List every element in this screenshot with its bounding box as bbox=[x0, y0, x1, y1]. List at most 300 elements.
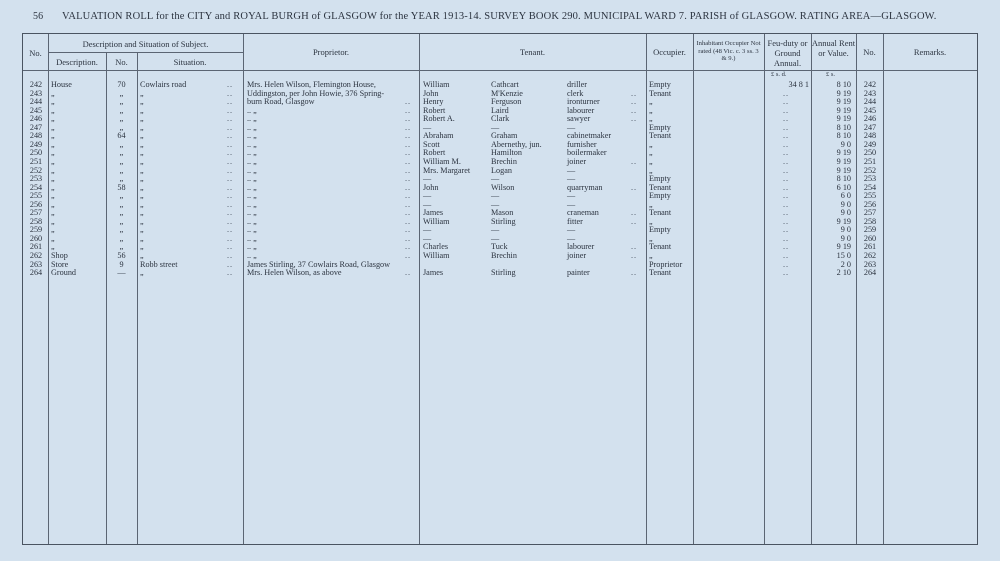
cell-occupier: Empty bbox=[649, 80, 671, 89]
cell-proprietor-dots: .. bbox=[405, 268, 412, 278]
cell-tenant-dots: .. bbox=[631, 208, 638, 218]
cell-tenant-surname: Wilson bbox=[491, 182, 515, 192]
cell-feu-dots: .. bbox=[783, 182, 790, 192]
cell-tenant-occupation: sawyer bbox=[567, 114, 591, 124]
cell-situation: „ bbox=[140, 88, 144, 98]
cell-no-right: 248 bbox=[863, 131, 877, 141]
cell-situation-dots: .. bbox=[227, 216, 234, 226]
cell-no: 255 bbox=[29, 191, 43, 201]
cell-occupier: „ bbox=[649, 97, 653, 107]
cell-no-right: 255 bbox=[863, 191, 877, 201]
cell-annual-rent: 6 0 bbox=[840, 191, 851, 201]
cell-proprietor-dots: .. bbox=[405, 148, 412, 158]
cell-number: „ bbox=[119, 208, 124, 218]
cell-proprietor: .. „ bbox=[247, 182, 257, 192]
cell-proprietor: .. „ bbox=[247, 233, 257, 243]
cell-situation: „ bbox=[140, 208, 144, 218]
cell-tenant-dots: .. bbox=[631, 268, 638, 278]
cell-no-right: 257 bbox=[863, 208, 877, 218]
cell-feu-duty: 34 8 1 bbox=[788, 80, 809, 89]
cell-situation-dots: .. bbox=[227, 88, 234, 98]
cell-no: 245 bbox=[29, 105, 43, 115]
cell-number: „ bbox=[119, 174, 124, 184]
cell-annual-rent: 9 19 bbox=[836, 156, 851, 166]
cell-situation: „ bbox=[140, 191, 144, 201]
cell-description: „ bbox=[51, 114, 55, 124]
cell-description: „ bbox=[51, 156, 55, 166]
cell-proprietor-dots: .. bbox=[405, 105, 412, 115]
cell-proprietor-dots: .. bbox=[405, 208, 412, 218]
cell-proprietor: .. „ bbox=[247, 225, 257, 235]
cell-proprietor-dots: .. bbox=[405, 165, 412, 175]
cell-description: Ground bbox=[51, 268, 77, 278]
cell-feu-dots: .. bbox=[783, 191, 790, 201]
cell-feu-dots: .. bbox=[783, 199, 790, 209]
cell-description: „ bbox=[51, 88, 55, 98]
cell-tenant-surname: Logan bbox=[491, 165, 512, 175]
cell-tenant-occupation: — bbox=[567, 122, 576, 132]
cell-feu-dots: .. bbox=[783, 259, 790, 269]
cell-situation-dots: .. bbox=[227, 199, 234, 209]
cell-tenant-occupation: joiner bbox=[567, 156, 587, 166]
cell-no-right: 253 bbox=[863, 174, 877, 184]
cell-occupier: Tenant bbox=[649, 88, 672, 98]
cell-tenant-occupation: joiner bbox=[567, 251, 587, 260]
cell-feu-dots: .. bbox=[783, 122, 790, 132]
cell-number: „ bbox=[119, 122, 124, 132]
cell-no: 250 bbox=[29, 148, 43, 158]
cell-situation-dots: .. bbox=[227, 251, 234, 260]
cell-description: „ bbox=[51, 97, 55, 107]
cell-number: 9 bbox=[119, 259, 124, 269]
cell-no: 264 bbox=[29, 268, 43, 278]
cell-tenant-surname: Cathcart bbox=[491, 80, 519, 89]
cell-description: „ bbox=[51, 233, 55, 243]
cell-tenant-surname: Ferguson bbox=[491, 97, 522, 107]
cell-description: „ bbox=[51, 242, 55, 252]
cell-tenant-first: Robert bbox=[423, 105, 446, 115]
cell-number: „ bbox=[119, 139, 124, 149]
cell-no: 253 bbox=[29, 174, 43, 184]
cell-description: Store bbox=[51, 259, 69, 269]
cell-number: „ bbox=[119, 233, 124, 243]
cell-situation: „ bbox=[140, 148, 144, 158]
cell-number: „ bbox=[119, 105, 124, 115]
cell-no: 244 bbox=[29, 97, 43, 107]
cell-feu-dots: .. bbox=[783, 139, 790, 149]
cell-number: „ bbox=[119, 97, 124, 107]
cell-description: „ bbox=[51, 216, 55, 226]
cell-feu-dots: .. bbox=[783, 251, 790, 260]
cell-tenant-first: Scott bbox=[423, 139, 440, 149]
cell-tenant-occupation: labourer bbox=[567, 242, 595, 252]
cell-occupier: Empty bbox=[649, 225, 671, 235]
header-proprietor: Proprietor. bbox=[312, 47, 350, 57]
cell-number: „ bbox=[119, 165, 124, 175]
cell-feu-dots: .. bbox=[783, 174, 790, 184]
cell-occupier: Tenant bbox=[649, 131, 672, 141]
cell-description: Shop bbox=[51, 251, 68, 260]
cell-tenant-occupation: — bbox=[567, 199, 576, 209]
cell-feu-dots: .. bbox=[783, 105, 790, 115]
cell-situation: „ bbox=[140, 268, 144, 278]
table-row bbox=[23, 268, 977, 277]
cell-description: „ bbox=[51, 148, 55, 158]
cell-no: 251 bbox=[29, 156, 43, 166]
header-description: Description. bbox=[56, 57, 98, 67]
cell-annual-rent: 8 10 bbox=[836, 174, 851, 184]
page-number: 56 bbox=[33, 11, 44, 22]
cell-tenant-surname: Brechin bbox=[491, 156, 517, 166]
cell-proprietor-dots: .. bbox=[405, 216, 412, 226]
cell-proprietor-dots: .. bbox=[405, 131, 412, 141]
cell-no: 262 bbox=[29, 251, 43, 260]
cell-tenant-surname: Stirling bbox=[491, 268, 516, 278]
cell-description: „ bbox=[51, 122, 55, 132]
cell-proprietor: Mrs. Helen Wilson, as above bbox=[247, 268, 342, 278]
cell-description: „ bbox=[51, 131, 55, 141]
cell-proprietor: .. „ bbox=[247, 242, 257, 252]
cell-tenant-surname: Laird bbox=[491, 105, 509, 115]
cell-tenant-first: Abraham bbox=[423, 131, 454, 141]
cell-no: 242 bbox=[29, 80, 43, 89]
cell-no-right: 244 bbox=[863, 97, 877, 107]
cell-tenant-surname: — bbox=[491, 191, 500, 201]
cell-situation: „ bbox=[140, 216, 144, 226]
cell-description: „ bbox=[51, 208, 55, 218]
cell-occupier: „ bbox=[649, 199, 653, 209]
cell-feu-dots: .. bbox=[783, 233, 790, 243]
header-tenant: Tenant. bbox=[519, 47, 546, 57]
cell-tenant-dots: .. bbox=[631, 105, 638, 115]
cell-tenant-first: William bbox=[423, 216, 450, 226]
header-situation: Situation. bbox=[173, 57, 207, 67]
cell-annual-rent: 9 19 bbox=[836, 165, 851, 175]
cell-no-right: 260 bbox=[863, 233, 877, 243]
cell-occupier: „ bbox=[649, 165, 653, 175]
cell-no-right: 242 bbox=[863, 80, 877, 89]
cell-no-right: 246 bbox=[863, 114, 877, 124]
cell-number: 64 bbox=[117, 131, 126, 141]
cell-no: 257 bbox=[29, 208, 43, 218]
cell-situation: „ bbox=[140, 182, 144, 192]
cell-feu-dots: .. bbox=[783, 131, 790, 141]
cell-tenant-dots: .. bbox=[631, 156, 638, 166]
cell-number: — bbox=[117, 268, 126, 278]
cell-proprietor-dots: .. bbox=[405, 139, 412, 149]
cell-occupier: „ bbox=[649, 216, 653, 226]
cell-annual-rent: 15 0 bbox=[836, 251, 851, 260]
cell-tenant-surname: Clark bbox=[491, 114, 510, 124]
cell-occupier: Tenant bbox=[649, 242, 672, 252]
cell-situation-dots: .. bbox=[227, 156, 234, 166]
cell-proprietor: Mrs. Helen Wilson, Flemington House, bbox=[247, 80, 376, 89]
cell-proprietor-dots: .. bbox=[405, 191, 412, 201]
cell-no: 260 bbox=[29, 233, 43, 243]
cell-no-right: 243 bbox=[863, 88, 877, 98]
cell-description: House bbox=[51, 80, 72, 89]
header-no-right: No. bbox=[863, 47, 876, 57]
cell-description: „ bbox=[51, 139, 55, 149]
cell-annual-rent: 9 19 bbox=[836, 88, 851, 98]
cell-situation-dots: .. bbox=[227, 174, 234, 184]
cell-proprietor: .. „ bbox=[247, 251, 257, 260]
cell-tenant-surname: Mason bbox=[491, 208, 514, 218]
cell-description: „ bbox=[51, 199, 55, 209]
cell-tenant-occupation: cabinetmaker bbox=[567, 131, 612, 141]
cell-situation: Cowlairs road bbox=[140, 80, 187, 89]
cell-tenant-occupation: — bbox=[567, 191, 576, 201]
cell-tenant-occupation: quarryman bbox=[567, 182, 603, 192]
cell-annual-rent: 8 10 bbox=[836, 122, 851, 132]
cell-annual-rent: 9 0 bbox=[840, 233, 851, 243]
cell-number: „ bbox=[119, 225, 124, 235]
cell-annual-rent: 9 19 bbox=[836, 114, 851, 124]
cell-situation: „ bbox=[140, 174, 144, 184]
cell-tenant-occupation: fitter bbox=[567, 216, 583, 226]
cell-proprietor: .. „ bbox=[247, 131, 257, 141]
cell-proprietor-dots: .. bbox=[405, 233, 412, 243]
cell-tenant-first: William bbox=[423, 251, 450, 260]
cell-tenant-surname: Hamilton bbox=[491, 148, 522, 158]
cell-situation-dots: .. bbox=[227, 80, 234, 89]
cell-no-right: 250 bbox=[863, 148, 877, 158]
cell-tenant-first: — bbox=[423, 174, 432, 184]
cell-feu-dots: .. bbox=[783, 225, 790, 235]
feu-money-units: £ s. d. bbox=[771, 71, 787, 78]
cell-description: „ bbox=[51, 165, 55, 175]
cell-annual-rent: 9 0 bbox=[840, 199, 851, 209]
cell-no: 259 bbox=[29, 225, 43, 235]
cell-occupier: „ bbox=[649, 148, 653, 158]
cell-tenant-surname: — bbox=[491, 225, 500, 235]
cell-no-right: 259 bbox=[863, 225, 877, 235]
cell-tenant-surname: Brechin bbox=[491, 251, 517, 260]
cell-tenant-occupation: labourer bbox=[567, 105, 595, 115]
cell-no-right: 258 bbox=[863, 216, 877, 226]
cell-number: „ bbox=[119, 191, 124, 201]
cell-proprietor: .. „ bbox=[247, 156, 257, 166]
cell-annual-rent: 9 19 bbox=[836, 148, 851, 158]
cell-annual-rent: 6 10 bbox=[836, 182, 851, 192]
cell-occupier: „ bbox=[649, 251, 653, 260]
cell-situation-dots: .. bbox=[227, 97, 234, 107]
cell-no: 258 bbox=[29, 216, 43, 226]
cell-proprietor: Uddingston, per John Howie, 376 Spring- bbox=[247, 88, 385, 98]
cell-proprietor-dots: .. bbox=[405, 251, 412, 260]
header-desc-no: No. bbox=[115, 57, 128, 67]
cell-tenant-dots: .. bbox=[631, 114, 638, 124]
cell-tenant-dots: .. bbox=[631, 251, 638, 260]
cell-occupier: Empty bbox=[649, 122, 671, 132]
cell-proprietor: James Stirling, 37 Cowlairs Road, Glasgow bbox=[247, 259, 391, 269]
cell-no-right: 254 bbox=[863, 182, 877, 192]
cell-annual-rent: 9 0 bbox=[840, 139, 851, 149]
cell-tenant-occupation: painter bbox=[567, 268, 590, 278]
cell-situation: „ bbox=[140, 122, 144, 132]
cell-tenant-dots: .. bbox=[631, 216, 638, 226]
cell-proprietor: .. „ bbox=[247, 139, 257, 149]
cell-annual-rent: 8 10 bbox=[836, 80, 851, 89]
cell-feu-dots: .. bbox=[783, 165, 790, 175]
cell-tenant-first: — bbox=[423, 233, 432, 243]
cell-no: 243 bbox=[29, 88, 43, 98]
cell-feu-dots: .. bbox=[783, 156, 790, 166]
header-description-group: Description and Situation of Subject. bbox=[82, 39, 209, 49]
cell-tenant-first: John bbox=[423, 182, 439, 192]
cell-tenant-occupation: driller bbox=[567, 80, 588, 89]
cell-situation-dots: .. bbox=[227, 182, 234, 192]
cell-tenant-surname: Tuck bbox=[491, 242, 508, 252]
cell-proprietor-dots: .. bbox=[405, 114, 412, 124]
cell-proprietor: .. „ bbox=[247, 165, 257, 175]
cell-no-right: 247 bbox=[863, 122, 877, 132]
cell-no-right: 252 bbox=[863, 165, 877, 175]
cell-proprietor-dots: .. bbox=[405, 182, 412, 192]
cell-tenant-first: Henry bbox=[423, 97, 444, 107]
cell-tenant-dots: .. bbox=[631, 88, 638, 98]
cell-situation-dots: .. bbox=[227, 105, 234, 115]
cell-tenant-surname: — bbox=[491, 174, 500, 184]
cell-situation-dots: .. bbox=[227, 259, 234, 269]
cell-no: 248 bbox=[29, 131, 43, 141]
cell-no: 261 bbox=[29, 242, 43, 252]
cell-description: „ bbox=[51, 174, 55, 184]
cell-no-right: 251 bbox=[863, 156, 877, 166]
cell-situation-dots: .. bbox=[227, 122, 234, 132]
cell-number: „ bbox=[119, 242, 124, 252]
header-remarks: Remarks. bbox=[913, 47, 947, 57]
cell-occupier: Empty bbox=[649, 174, 671, 184]
cell-situation: „ bbox=[140, 156, 144, 166]
cell-no: 263 bbox=[29, 259, 43, 269]
cell-proprietor-dots: .. bbox=[405, 122, 412, 132]
cell-situation-dots: .. bbox=[227, 139, 234, 149]
cell-feu-dots: .. bbox=[783, 97, 790, 107]
cell-annual-rent: 2 10 bbox=[836, 268, 851, 278]
cell-number: „ bbox=[119, 114, 124, 124]
cell-occupier: „ bbox=[649, 156, 653, 166]
cell-tenant-occupation: furnisher bbox=[567, 139, 597, 149]
page-title: VALUATION ROLL for the CITY and ROYAL BURGH of GLASGOW for the YEAR 1913-14. SURVEY BOOK 290. MUNICIPAL WARD 7. PARISH of GLASGOW. RATING AREA—GLASGOW. bbox=[62, 11, 937, 22]
cell-situation: „ bbox=[140, 242, 144, 252]
cell-number: „ bbox=[119, 148, 124, 158]
cell-number: 58 bbox=[117, 182, 126, 192]
cell-number: „ bbox=[119, 88, 124, 98]
cell-tenant-occupation: — bbox=[567, 233, 576, 243]
cell-situation: Robb street bbox=[140, 259, 178, 269]
cell-proprietor: .. „ bbox=[247, 191, 257, 201]
cell-proprietor-dots: .. bbox=[405, 199, 412, 209]
cell-situation: „ bbox=[140, 165, 144, 175]
cell-situation: „ bbox=[140, 131, 144, 141]
cell-annual-rent: 9 19 bbox=[836, 105, 851, 115]
cell-proprietor: .. „ bbox=[247, 114, 257, 124]
cell-feu-dots: .. bbox=[783, 216, 790, 226]
cell-situation: „ bbox=[140, 233, 144, 243]
cell-proprietor: .. „ bbox=[247, 174, 257, 184]
cell-no-right: 249 bbox=[863, 139, 877, 149]
cell-proprietor-dots: .. bbox=[405, 156, 412, 166]
cell-feu-dots: .. bbox=[783, 114, 790, 124]
cell-number: 56 bbox=[117, 251, 126, 260]
cell-tenant-first: — bbox=[423, 122, 432, 132]
header-occupier: Occupier. bbox=[653, 47, 686, 57]
cell-proprietor-dots: .. bbox=[405, 242, 412, 252]
cell-tenant-first: John bbox=[423, 88, 439, 98]
cell-description: „ bbox=[51, 225, 55, 235]
cell-proprietor: .. „ bbox=[247, 148, 257, 158]
cell-proprietor-dots: .. bbox=[405, 225, 412, 235]
cell-tenant-dots: .. bbox=[631, 242, 638, 252]
cell-situation-dots: .. bbox=[227, 242, 234, 252]
cell-situation-dots: .. bbox=[227, 208, 234, 218]
cell-proprietor: .. „ bbox=[247, 122, 257, 132]
cell-tenant-first: — bbox=[423, 191, 432, 201]
cell-no-right: 262 bbox=[863, 251, 877, 260]
cell-tenant-first: James bbox=[423, 208, 444, 218]
cell-no-right: 264 bbox=[863, 268, 877, 278]
cell-tenant-first: — bbox=[423, 225, 432, 235]
cell-tenant-dots: .. bbox=[631, 97, 638, 107]
cell-occupier: Tenant bbox=[649, 268, 672, 278]
cell-situation: „ bbox=[140, 251, 144, 260]
cell-occupier: „ bbox=[649, 233, 653, 243]
cell-situation-dots: .. bbox=[227, 268, 234, 278]
cell-number: „ bbox=[119, 199, 124, 209]
cell-proprietor: .. „ bbox=[247, 208, 257, 218]
cell-number: 70 bbox=[117, 80, 126, 89]
cell-tenant-occupation: — bbox=[567, 165, 576, 175]
cell-tenant-surname: Stirling bbox=[491, 216, 516, 226]
cell-no-right: 256 bbox=[863, 199, 877, 209]
cell-occupier: „ bbox=[649, 114, 653, 124]
cell-situation-dots: .. bbox=[227, 148, 234, 158]
cell-tenant-occupation: clerk bbox=[567, 88, 584, 98]
valuation-table bbox=[22, 33, 978, 545]
cell-tenant-occupation: ironturner bbox=[567, 97, 600, 107]
rent-money-units: £ s. bbox=[826, 71, 836, 78]
cell-feu-dots: .. bbox=[783, 268, 790, 278]
cell-situation-dots: .. bbox=[227, 165, 234, 175]
cell-proprietor: .. „ bbox=[247, 216, 257, 226]
page-header bbox=[0, 8, 1000, 24]
cell-description: „ bbox=[51, 191, 55, 201]
header-no: No. bbox=[29, 48, 42, 58]
cell-no: 249 bbox=[29, 139, 43, 149]
cell-feu-dots: .. bbox=[783, 242, 790, 252]
cell-no: 246 bbox=[29, 114, 43, 124]
cell-occupier: „ bbox=[649, 139, 653, 149]
cell-annual-rent: 2 0 bbox=[840, 259, 851, 269]
cell-tenant-occupation: — bbox=[567, 174, 576, 184]
cell-no: 247 bbox=[29, 122, 43, 132]
cell-tenant-dots: .. bbox=[631, 182, 638, 192]
header-annual-rent: Annual Rent or Value. bbox=[811, 38, 856, 58]
cell-tenant-first: Mrs. Margaret bbox=[423, 165, 471, 175]
cell-tenant-first: Robert A. bbox=[423, 114, 455, 124]
cell-situation-dots: .. bbox=[227, 131, 234, 141]
cell-proprietor-dots: .. bbox=[405, 174, 412, 184]
cell-description: „ bbox=[51, 105, 55, 115]
cell-occupier: Proprietor bbox=[649, 259, 683, 269]
cell-situation: „ bbox=[140, 114, 144, 124]
cell-proprietor: burn Road, Glasgow bbox=[247, 97, 315, 107]
cell-number: „ bbox=[119, 216, 124, 226]
cell-tenant-surname: Graham bbox=[491, 131, 518, 141]
cell-no-right: 261 bbox=[863, 242, 877, 252]
cell-tenant-surname: Abernethy, jun. bbox=[491, 139, 542, 149]
